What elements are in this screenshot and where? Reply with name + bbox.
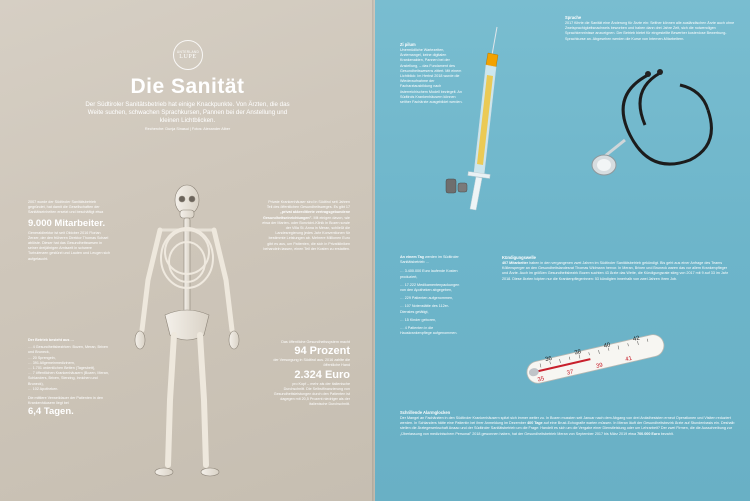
thermo-label: 41: [624, 355, 633, 364]
tag-item: … 3.400.000 Euro laufende Kosten produziert,: [400, 269, 458, 279]
costs-percent: 94 Prozent: [294, 345, 350, 358]
kuendigung-head: Kündigungswelle: [502, 255, 536, 260]
thermo-label: 39: [595, 362, 604, 370]
stay-text: Die mittlere Verweildauer der Patienten in den Krankenhäusern liegt bei: [28, 396, 104, 406]
tag-item: … 107 Notenstätte des 112er-Dienstes getätigt,: [400, 304, 450, 314]
alarm-body1: Der Mangel an Fachärzten in den Südtiroler Krankenhäusern spitzt sich immer weiter zu. In Bozen mussten seit Januar nach dem Abgang von drei Anästhesisten erneut Operationen und Visiten reduziert werden. In Schlanders hätte eine Patientin bei ihrer Anmeldung im Dezember: [400, 416, 731, 426]
tag-intro-rest: werden im Südtiroler Sanitätsbetrieb …: [400, 255, 459, 265]
costs-mid: der Versorgung in Südtirol aus. 2016 zahlte die öffentliche Hand: [273, 358, 350, 368]
staff-figure: 9.000 Mitarbeiter.: [28, 217, 106, 229]
sprache-block: [565, 15, 743, 42]
zipfel-head: Zi pilum: [400, 42, 416, 47]
costs-euro: 2.324 Euro: [294, 368, 350, 381]
betrieb-item: … 4 Gesundheitsbezirken: Bozen, Meran, Brixen und Bruneck,: [28, 345, 108, 355]
thermo-label: 38: [574, 349, 582, 357]
thermo-label: 36: [544, 355, 553, 364]
stethoscope-image: [590, 65, 730, 195]
tag-item: … 17.222 Medikamentenpackungen von den Apotheken abgegeben,: [400, 282, 460, 293]
kuendigung-bold: 407 Mitarbeiter: [502, 261, 529, 265]
thermo-label: 40: [603, 342, 612, 350]
thermo-label: 35: [537, 376, 546, 384]
stay-value: 6,4 Tagen.: [28, 406, 74, 418]
staff-intro: 2007 wurde der Südtiroler Sanitätsbetrieb gegründet, hat damit die Gesellschaften der Sanitätseinheiten ersetzt und beschäftigt etwa: [28, 200, 104, 215]
betrieb-item: … 1.701 ordentlichen Betten (Tagesbett),: [28, 366, 96, 371]
thermo-label: 42: [632, 335, 641, 343]
tag-item: … 229 Patienten aufgenommen,: [400, 296, 454, 301]
private-block: [262, 200, 350, 252]
alarm-block: [400, 410, 735, 437]
betrieb-item: … 102 Apotheken.: [28, 386, 59, 391]
sprache-body: 2017 führte die Sanität eine Änderung für Ärzte ein: Seither können alle ausländischen Ärzte auch ohne Zweisprachigkeitsnachweis beworben und haben dann drei Jahre Zeit, sich die notwendigen Sprachkenntnisse anzueignen. Der Betrieb bietet für eingestellte Bewerber kostenlose Bewerbung-Sprachkurse an. Abgesehen werden die Kurse von Internen-Mitarbeitern.: [565, 21, 735, 41]
alarm-body3: bezahlt.: [660, 431, 674, 436]
betrieb-head: Der Betrieb besteht aus …: [28, 338, 75, 342]
kuendigung-block: [502, 255, 734, 282]
betrieb-item: … 7 öffentlichen Krankenhäusern (Bozen, Meran, Schlanders, Brixen, Sterzing, Innichen und Bruneck),: [28, 371, 109, 386]
alarm-body2: auf eine Brust-Echografie warten müssen. In Meran läuft der Gesundheitsbezirk Ärzte auf Stundenbasis ein. Deshalb stellen die Ärztegewerkschaft Anaao und der Südtiroler Sanitätsbetrieb um die Frage: Handelt es sich um die Vergabe einer Dienstleistung oder um Lehrarbeit? Der zwei Firmen, die die Ausschreibung zur „Überlassung von medizinischem Personal" 2018 gewonnen haben, hat der Gesundheitsbetrieb Meran von September 2017 bis März 2019 etwa: [400, 421, 735, 436]
logo-line2: LUPE: [179, 54, 197, 60]
costs-intro: Das öffentliche Gesundheitssystem macht: [281, 340, 350, 344]
costs-body: pro Kopf – mehr als der italienische Durchschnitt. Die Selbstfinanzierung von Gesundheitsleistungen durch den Patienten ist dagegen mit 20,5 Prozent niedriger als der italienische Durchschnitt.: [273, 381, 350, 407]
article-title: Die Sanität: [130, 75, 245, 98]
alarm-num2: 700.000 Euro: [637, 431, 660, 436]
logo-line1: UNTERLAND: [176, 50, 200, 54]
private-highlight: „privat akkreditierte vertragsgebundene Gesundheitseinrichtungen".: [262, 210, 350, 220]
thermo-label: 37: [566, 369, 575, 377]
alarm-head: Schrillende Alarmglocken: [400, 410, 451, 415]
alarm-num1: 400 Tage: [527, 421, 543, 426]
zipfel-body: Unermüdliche Wartezeiten, Ärztemangel, keine digitalen Krankenakten, Pannen bei der Anstellung, – das Fundament des Gesundheitswesens zittert. Mit einem Lichtblick: Im Herbst 2018 wurde die Wiederaufnahme der Facharztausbildung nach österreichischem Modell beziegelt. An Südtirols Krankenhäusern können seither Fachärzte ausgebildet werden.: [400, 48, 463, 105]
staff-block: [28, 200, 112, 262]
tag-block: [400, 255, 462, 336]
kuendigung-body: haben in den vergangenen zwei Jahren im Südtiroler Sanitätsbetrieb gekündigt. Bis geht aus einer Anfrage des Teams Köllensperger an den Gesundheitslandesrat Thomas Widmann hervor. In Meran, Brixen und Bruneck waren das vor allem Krankenpfleger und Ärzte. Auch im größten Gesundheitsbezirk Bozen suchten 43 Ärzte das Weite, die Kündigungsrate stieg von 2017 mit 9 auf 33 im Jahr 2018. Diese Ärzten tolpten nur die Krankenpflegerinnen: 53 kündigten innerhalb von zwei Jahren ihren Job.: [502, 261, 729, 281]
private-text1: Private Krankenhäuser sind in Südtirol seit Jahren Teil des öffentlichen Gesundheitsweges. Es gibt 17: [266, 200, 350, 210]
skeleton-image: [120, 180, 255, 480]
betrieb-item: … 20 Sprengeln,: [28, 355, 56, 360]
tag-item: … 15 Kinder geboren,: [400, 317, 437, 322]
costs-block: [270, 340, 350, 408]
article-credit: Recherche: Dunja Sinasui | Fotos: Alexander Alber: [144, 127, 231, 131]
syringe-image: [440, 25, 520, 225]
thermometer-image: [520, 330, 670, 385]
magazine-logo: [173, 40, 203, 70]
betrieb-block: [28, 338, 112, 417]
private-text2: Mit einigen davon, wie etwa der Marien- oder Bonvicini-Klinik in Bozen sowie der Villa St. Anna in Meran, schließt die Landesregierung jedes Jahr Konventionen für bestimmte Leistungen ab. Mehrere Millionen Euro gibt es aus, um Patienten, die sich in Privatkliniken behandeln lassen, einen Teil der Kosten zu erstatten.: [262, 215, 350, 251]
article-lead: Der Südtiroler Sanitätsbetrieb hat einige Knackpunkte. Von Ärzten, die das Weite suchen, schwachen Sprachkursen, Pannen bei der Anstellung und kleinen Lichtblicken.: [85, 101, 290, 124]
betrieb-item: … 391 Allgemeinmedizinern,: [28, 360, 75, 365]
staff-body: Generaldirektor ist seit Oktober 2016 Florian Zerzer, der den früheren Direktor Thomas Schael ablöste. Dieser hat das Gesundheitswesen in seiner dreijährigen Amtszeit in schwere Turbulenzen gestürzt und Lauten und Leugen sich aufgetaucht.: [28, 230, 111, 261]
tag-item: … 4 Patienten in die Hauskrankenpflege aufgenommen.: [400, 326, 458, 336]
sprache-head: Sprache: [565, 15, 582, 20]
tag-intro-bold: An einem Tag: [400, 255, 424, 259]
